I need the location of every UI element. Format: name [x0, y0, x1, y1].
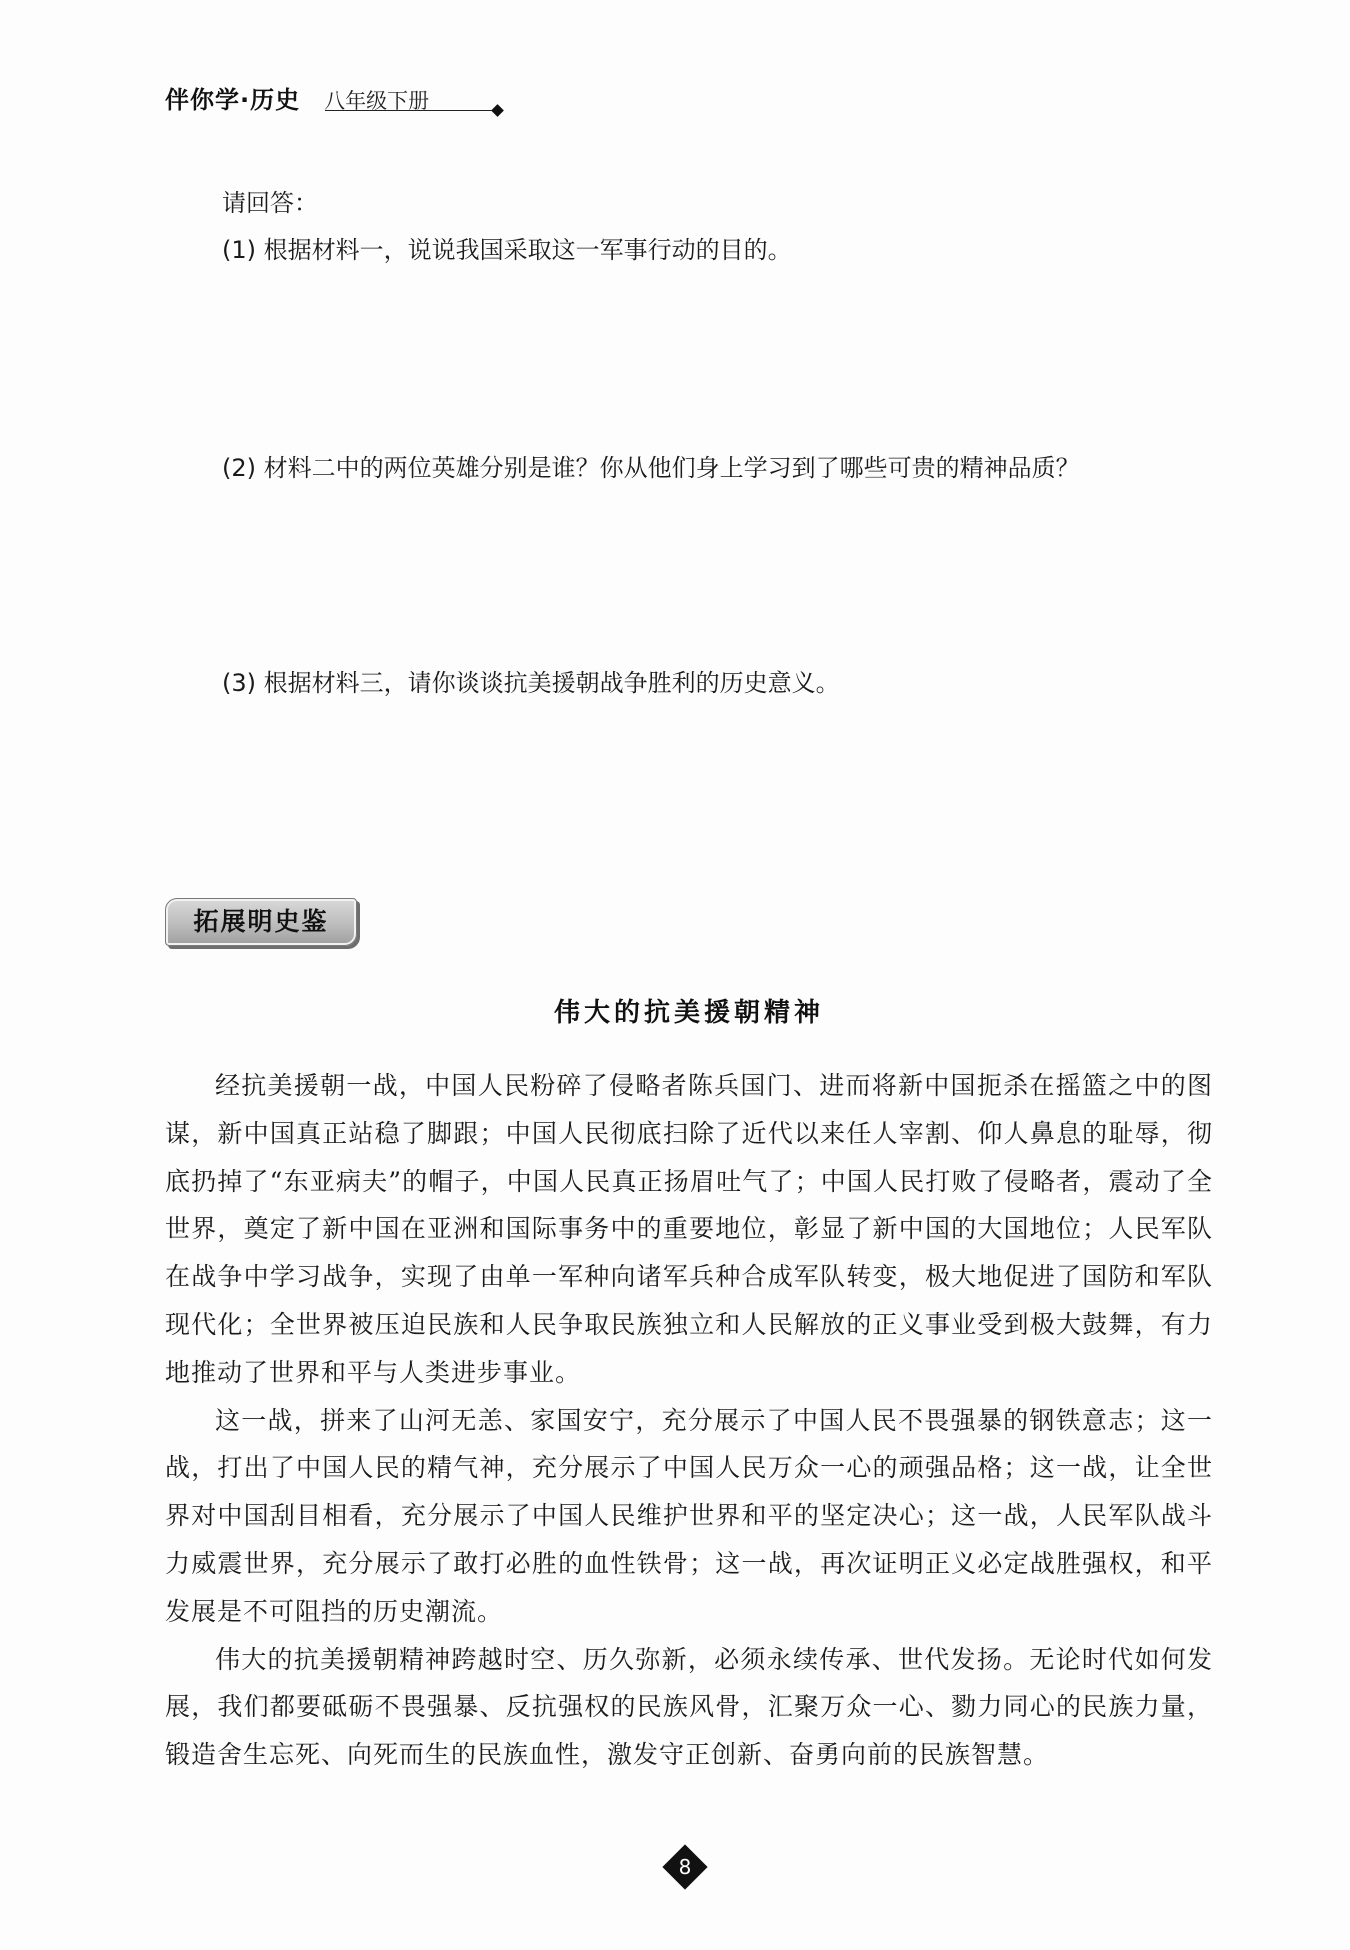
article-paragraph-2: 这一战，拼来了山河无恙、家国安宁，充分展示了中国人民不畏强暴的钢铁意志；这一战，打出了中国人民的精气神，充分展示了中国人民万众一心的顽强品格；这一战，让全世界对中国刮目相看，充分展示了中国人民维护世界和平的坚定决心；这一战，人民军队战斗力威震世界，充分展示了敢打必胜的血性铁骨；这一战，再次证明正义必定战胜强权，和平发展是不可阻挡的历史潮流。	[165, 1405, 1213, 1626]
book-brand: 伴你学·历史	[165, 86, 301, 114]
question-1: (1) 根据材料一，说说我国采取这一军事行动的目的。	[222, 236, 792, 264]
article-body	[165, 1062, 1213, 1779]
article-paragraph-3: 伟大的抗美援朝精神跨越时空、历久弥新，必须永续传承、世代发扬。无论时代如何发展，我们都要砥砺不畏强暴、反抗强权的民族风骨，汇聚万众一心、勠力同心的民族力量，锻造舍生忘死、向死而生的民族血性，激发守正创新、奋勇向前的民族智慧。	[165, 1644, 1213, 1770]
question-2: (2) 材料二中的两位英雄分别是谁？你从他们身上学习到了哪些可贵的精神品质？	[222, 454, 1080, 482]
grade-label: 八年级下册	[324, 89, 430, 113]
question-3: (3) 根据材料三，请你谈谈抗美援朝战争胜利的历史意义。	[222, 669, 840, 697]
article-title: 伟大的抗美援朝精神	[553, 998, 824, 1028]
section-tag	[165, 898, 357, 946]
article-paragraph-1: 经抗美援朝一战，中国人民粉碎了侵略者陈兵国门、进而将新中国扼杀在摇篮之中的图谋，新中国真正站稳了脚跟；中国人民彻底扫除了近代以来任人宰割、仰人鼻息的耻辱，彻底扔掉了“东亚病夫”的帽子，中国人民真正扬眉吐气了；中国人民打败了侵略者，震动了全世界，奠定了新中国在亚洲和国际事务中的重要地位，彰显了新中国的大国地位；人民军队在战争中学习战争，实现了由单一军种向诸军兵种合成军队转变，极大地促进了国防和军队现代化；全世界被压迫民族和人民争取民族独立和人民解放的正义事业受到极大鼓舞，有力地推动了世界和平与人类进步事业。	[165, 1071, 1213, 1387]
header-diamond-icon	[491, 104, 504, 117]
page-number: 8	[678, 1855, 692, 1879]
page-number-badge	[663, 1845, 707, 1889]
section-tag-label: 拓展明史鉴	[193, 907, 329, 936]
answer-prompt: 请回答：	[222, 189, 318, 217]
header-rule	[325, 110, 495, 111]
